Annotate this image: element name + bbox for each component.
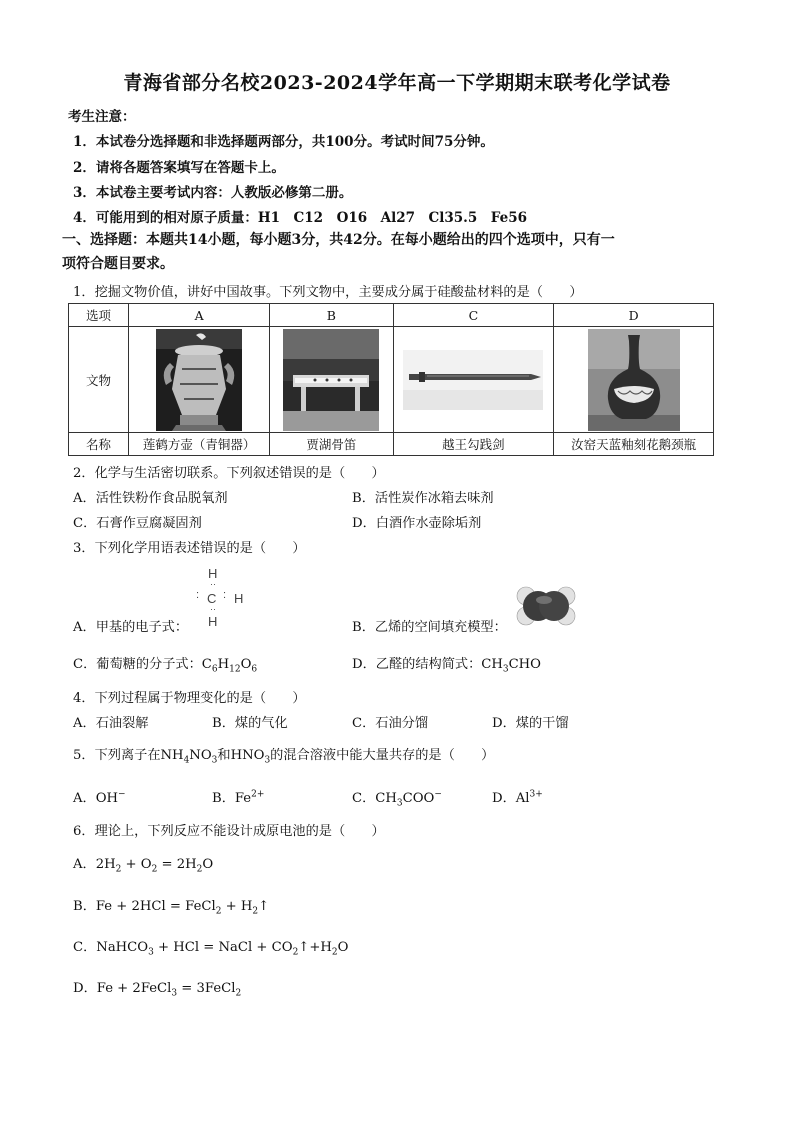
question-5-option-c: C．$CH_3COO^-$: [352, 789, 442, 809]
relic-name-c: 越王勾践剑: [393, 433, 554, 456]
question-5-stem-mid: 和: [217, 748, 231, 763]
relic-name-d: 汝窑天蓝釉刻花鹅颈瓶: [554, 433, 714, 456]
question-4-option-c: C．石油分馏: [352, 716, 429, 731]
notice-item-4: 4．可能用到的相对原子质量：H1 C12 O16 Al27 Cl35.5 Fe56: [73, 210, 527, 226]
question-5-stem-post: 的混合溶液中能大量共存的是（ ）: [270, 748, 495, 763]
notice-item-1: 1．本试卷分选择题和非选择题两部分，共100分。考试时间75分钟。: [73, 134, 494, 150]
question-6-option-a: A．$2H_2 + O_2 = 2H_2O$: [73, 857, 214, 875]
table-option-c: C: [393, 304, 554, 327]
question-5-stem-pre: 5．下列离子在: [73, 748, 161, 763]
methyl-electron-formula: [196, 566, 258, 630]
relic-image-cell-d: [554, 327, 714, 433]
question-5-option-d: D．$Al^{3+}$: [492, 789, 543, 806]
question-6-option-d: D．Fe + 2FeCl$_3$ = 3FeCl$_2$: [73, 981, 242, 999]
question-5-option-b: B．$Fe^{2+}$: [212, 789, 265, 806]
table-header-name: 名称: [69, 433, 129, 456]
table-option-b: B: [270, 304, 394, 327]
electron-dots-top: ··: [210, 579, 216, 589]
electron-h-right: H: [234, 591, 244, 606]
section-heading-line-2: 项符合题目要求。: [62, 256, 174, 272]
exam-title: 青海省部分名校2023-2024学年高一下学期期末联考化学试卷: [123, 72, 671, 94]
question-4-option-d: D．煤的干馏: [492, 716, 569, 731]
question-3-stem: 3．下列化学用语表述错误的是（ ）: [73, 541, 306, 556]
ethylene-space-filling-model: [514, 582, 578, 630]
glucose-formula: $C_6H_{12}O_6$: [201, 657, 258, 675]
question-3-option-c: [73, 653, 257, 675]
ammonium-nitrate-formula: $NH_4NO_3$: [160, 748, 218, 766]
question-4-option-a: A．石油裂解: [73, 716, 149, 731]
question-4-stem: 4．下列过程属于物理变化的是（ ）: [73, 691, 306, 706]
relic-name-a: 莲鹤方壶（青铜器）: [129, 433, 270, 456]
question-5-stem: [73, 744, 494, 766]
notice-item-3: 3．本试卷主要考试内容：人教版必修第二册。: [73, 185, 353, 201]
notice-item-2: 2．请将各题答案填写在答题卡上。: [73, 160, 285, 176]
electron-dots-bottom: ··: [210, 604, 216, 614]
question-5-option-a: A．OH−: [73, 789, 126, 806]
question-3-option-b: B．乙烯的空间填充模型：: [352, 620, 507, 635]
table-header-option: 选项: [69, 304, 129, 327]
question-2-stem: 2．化学与生活密切联系。下列叙述错误的是（ ）: [73, 466, 385, 481]
electron-dots-right: :: [223, 589, 227, 601]
question-2-option-b: B．活性炭作冰箱去味剂: [352, 491, 494, 506]
electron-h-bottom: H: [208, 614, 218, 629]
question-3-option-d: [352, 653, 541, 675]
bone-flute-image: [283, 329, 379, 431]
acetaldehyde-formula: $CH_3CHO$: [481, 657, 541, 675]
relic-table: [68, 303, 714, 456]
question-3-option-a: A．甲基的电子式：: [73, 620, 189, 635]
question-2-option-c: C．石膏作豆腐凝固剂: [73, 516, 202, 531]
question-2-option-a: A．活性铁粉作食品脱氧剂: [73, 491, 228, 506]
relic-image-cell-b: [270, 327, 394, 433]
relic-image-cell-a: [129, 327, 270, 433]
question-6-stem: 6．理论上，下列反应不能设计成原电池的是（ ）: [73, 824, 385, 839]
question-3-option-d-label: D．乙醛的结构简式：: [352, 657, 482, 672]
electron-c-center: C: [207, 591, 217, 606]
table-header-relic: 文物: [69, 327, 129, 433]
question-6-option-b: B．Fe + 2HCl = FeCl$_2$ + $H_2↑$: [73, 899, 270, 917]
notice-heading: 考生注意：: [68, 109, 136, 125]
section-heading: [62, 228, 734, 276]
electron-h-top: H: [208, 566, 218, 581]
question-2-option-d: D．白酒作水壶除垢剂: [352, 516, 482, 531]
relic-image-cell-c: [393, 327, 554, 433]
question-6-option-c: C．NaHCO$_3$ + HCl = NaCl + $CO_2↑+H_2O$: [73, 940, 349, 958]
question-4-option-b: B．煤的气化: [212, 716, 288, 731]
celadon-vase-image: [588, 329, 680, 431]
nitric-acid-formula: $HNO_3$: [230, 748, 271, 766]
relic-name-b: 贾湖骨笛: [270, 433, 394, 456]
bronze-wine-vessel-image: [156, 329, 242, 431]
table-option-d: D: [554, 304, 714, 327]
table-option-a: A: [129, 304, 270, 327]
bronze-sword-image: [403, 350, 543, 410]
electron-dots-left: :: [196, 589, 200, 601]
question-1-stem: 1．挖掘文物价值，讲好中国故事。下列文物中，主要成分属于硅酸盐材料的是（ ）: [73, 285, 583, 300]
section-heading-line-1: 一、选择题：本题共14小题，每小题3分，共42分。在每小题给出的四个选项中，只有一: [62, 232, 615, 248]
question-3-option-c-label: C．葡萄糖的分子式：: [73, 657, 202, 672]
